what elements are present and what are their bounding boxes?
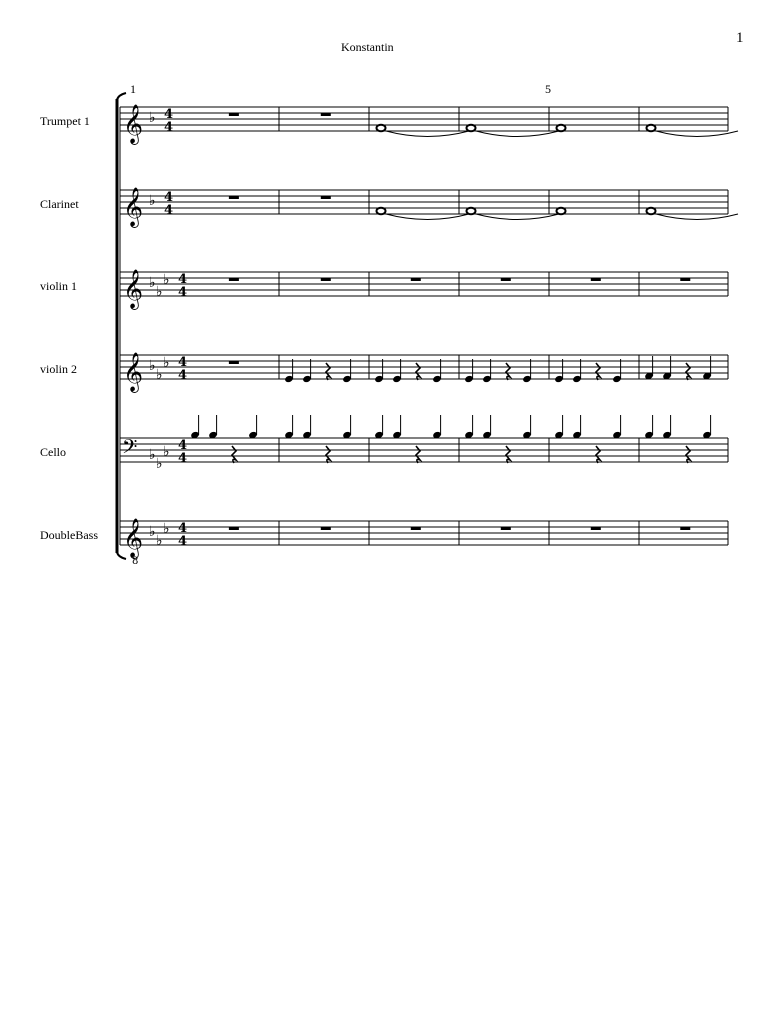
key-flat-icon: ♭ [156,367,163,383]
time-sig-numerator: 4 [178,272,188,287]
time-sig-numerator: 4 [164,190,174,205]
whole-rest-icon [321,113,331,116]
measure-number-1: 1 [130,82,136,96]
treble-clef-icon: 𝄞 [123,269,144,309]
treble-clef-icon: 𝄞 [123,187,144,227]
staff-label-cello: Cello [40,445,66,459]
whole-rest-icon [321,196,331,199]
staff-label-trumpet-1: Trumpet 1 [40,114,90,128]
key-flat-icon: ♭ [149,447,156,463]
score-title: Konstantin [341,40,394,54]
whole-rest-icon [229,278,239,281]
key-flat-icon: ♭ [163,272,170,288]
quarter-rest-icon [686,446,690,463]
staff-label-violin-2: violin 2 [40,362,78,376]
time-sig-denominator: 4 [178,451,188,466]
whole-rest-icon [321,278,331,281]
tie-curve [386,214,469,220]
time-sig-denominator: 4 [178,368,188,383]
whole-rest-icon [411,527,421,530]
tie-curve [656,131,738,137]
staff-label-clarinet: Clarinet [40,197,79,211]
treble-clef-icon: 𝄞 [123,104,144,144]
quarter-rest-icon [232,446,236,463]
measure-number-5: 5 [545,82,551,96]
time-sig-denominator: 4 [178,534,188,549]
page-number: 1 [736,30,744,46]
whole-note [377,125,386,131]
whole-rest-icon [321,527,331,530]
tie-curve [476,131,559,137]
whole-rest-icon [501,278,511,281]
whole-note [467,125,476,131]
time-sig-denominator: 4 [178,285,188,300]
quarter-rest-icon [506,363,510,380]
whole-note [467,208,476,214]
key-flat-icon: ♭ [149,524,156,540]
whole-note [647,208,656,214]
staff-label-doublebass: DoubleBass [40,528,98,542]
treble-clef-icon: 𝄞 [123,352,144,392]
quarter-rest-icon [686,363,690,380]
quarter-rest-icon [506,446,510,463]
octave-mark-8: 8 [132,556,139,567]
bass-clef-icon: 𝄢 [122,435,138,463]
whole-rest-icon [591,278,601,281]
whole-rest-icon [229,527,239,530]
whole-rest-icon [411,278,421,281]
whole-rest-icon [680,527,690,530]
whole-rest-icon [229,113,239,116]
whole-rest-icon [229,196,239,199]
whole-note [557,208,566,214]
key-flat-icon: ♭ [156,533,163,549]
time-sig-numerator: 4 [178,355,188,370]
quarter-rest-icon [326,446,330,463]
key-flat-icon: ♭ [163,444,170,460]
treble-clef-icon: 𝄞 [123,518,144,558]
key-flat-icon: ♭ [163,355,170,371]
key-flat-icon: ♭ [156,456,163,472]
time-sig-denominator: 4 [164,203,174,218]
key-flat-icon: ♭ [163,521,170,537]
key-flat-icon: ♭ [149,275,156,291]
quarter-rest-icon [326,363,330,380]
quarter-rest-icon [416,446,420,463]
time-sig-numerator: 4 [178,438,188,453]
tie-curve [476,214,559,220]
key-flat-icon: ♭ [149,110,156,126]
whole-note [557,125,566,131]
whole-rest-icon [591,527,601,530]
bracket-top-hook [117,93,126,100]
key-flat-icon: ♭ [156,284,163,300]
quarter-rest-icon [596,446,600,463]
key-flat-icon: ♭ [149,193,156,209]
key-flat-icon: ♭ [149,358,156,374]
time-sig-numerator: 4 [164,107,174,122]
whole-rest-icon [680,278,690,281]
whole-note [377,208,386,214]
whole-rest-icon [501,527,511,530]
tie-curve [656,214,738,220]
time-sig-denominator: 4 [164,120,174,135]
time-sig-numerator: 4 [178,521,188,536]
whole-rest-icon [229,361,239,364]
tie-curve [386,131,469,137]
quarter-rest-icon [416,363,420,380]
whole-note [647,125,656,131]
quarter-rest-icon [596,363,600,380]
staff-label-violin-1: violin 1 [40,279,78,293]
